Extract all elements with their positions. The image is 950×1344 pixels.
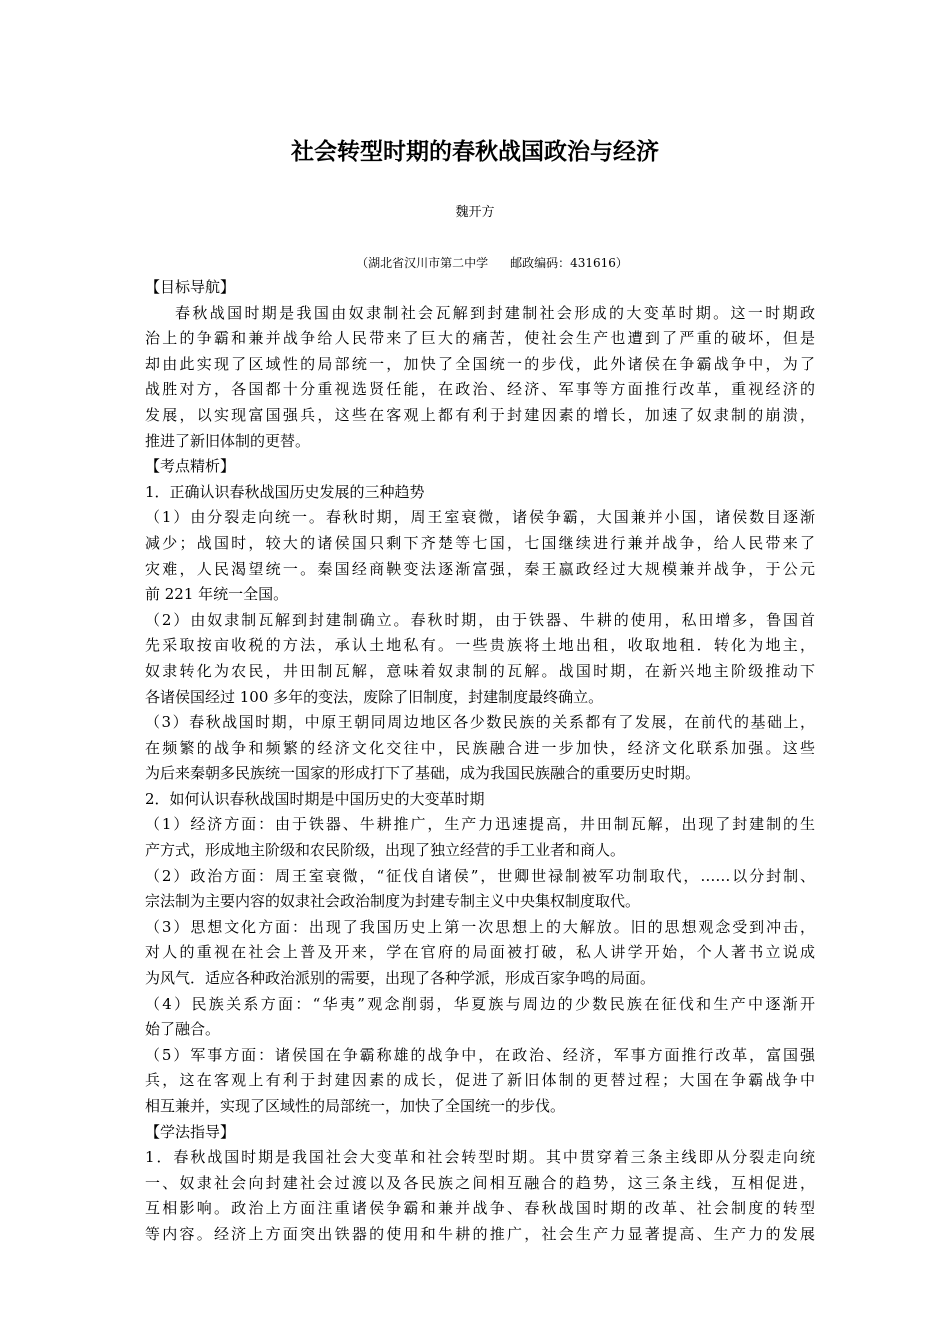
text-line: 产方式，形成地主阶级和农民阶级，出现了独立经营的手工业者和商人。 [145, 841, 626, 860]
text-line: 为后来秦朝多民族统一国家的形成打下了基础，成为我国民族融合的重要历史时期。 [145, 764, 701, 783]
text-line: 治上的争霸和兼并战争给人民带来了巨大的痛苦，使社会生产也遭到了严重的破坏，但是 [145, 329, 815, 348]
text-line: （2）由奴隶制瓦解到封建制确立。春秋时期，由于铁器、牛耕的使用，私田增多，鲁国首 [145, 610, 815, 629]
text-line: 等内容。经济上方面突出铁器的使用和牛耕的推广，社会生产力显著提高、生产力的发展 [145, 1224, 815, 1243]
text-line: 【考点精析】 [145, 457, 236, 476]
author-name: 魏开方 [455, 205, 495, 220]
text-line: 战胜对方，各国都十分重视选贤任能，在政治、经济、军事等方面推行改革，重视经济的 [145, 380, 815, 399]
text-line: 始了融合。 [145, 1020, 221, 1039]
text-line: 【学法指导】 [145, 1122, 236, 1141]
text-line: 【目标导航】 [145, 278, 236, 296]
text-line: 对人的重视在社会上普及开来，学在官府的局面被打破，私人讲学开始，个人著书立说成 [145, 943, 815, 962]
text-line: 兵，这在客观上有利于封建因素的成长，促进了新旧体制的更替过程；大国在争霸战争中 [145, 1071, 815, 1090]
affiliation-postcode: 邮政编码：431616） [510, 256, 628, 270]
author-affiliation [0, 254, 950, 272]
document-body [145, 275, 815, 1248]
document-title: 社会转型时期的春秋战国政治与经济 [291, 139, 659, 165]
text-line: 宗法制为主要内容的奴隶社会政治制度为封建专制主义中央集权制度取代。 [145, 892, 641, 911]
text-line: 春秋战国时期是我国由奴隶制社会瓦解到封建制社会形成的大变革时期。这一时期政 [175, 303, 815, 322]
text-line: 发展，以实现富国强兵，这些在客观上都有利于封建因素的增长，加速了奴隶制的崩溃， [145, 405, 815, 424]
text-line: 推进了新旧体制的更替。 [145, 431, 311, 450]
text-line: 奴隶转化为农民，井田制瓦解，意味着奴隶制的瓦解。战国时期，在新兴地主阶级推动下 [145, 661, 815, 680]
text-line: 为风气．适应各种政治派别的需要，出现了各种学派，形成百家争鸣的局面。 [145, 969, 656, 988]
text-line: 1．正确认识春秋战国历史发展的三种趋势 [145, 482, 425, 501]
text-line: 在频繁的战争和频繁的经济文化交往中，民族融合进一步加快，经济文化联系加强。这些 [145, 738, 815, 757]
text-line: （2）政治方面：周王室衰微，“征伐自诸侯”，世卿世禄制被军功制取代，……以分封制、 [145, 866, 815, 885]
text-line: 却由此实现了区域性的局部统一，加快了全国统一的步伐，此外诸侯在争霸战争中，为了 [145, 354, 815, 373]
text-line: （3）思想文化方面：出现了我国历史上第一次思想上的大解放。旧的思想观念受到冲击， [145, 917, 815, 936]
text-line: 一、奴隶社会向封建社会过渡以及各民族之间相互融合的趋势，这三条主线，互相促进， [145, 1173, 815, 1192]
text-line: （1）经济方面：由于铁器、牛耕推广，生产力迅速提高，井田制瓦解，出现了封建制的生 [145, 815, 815, 834]
text-line: （5）军事方面：诸侯国在争霸称雄的战争中，在政治、经济，军事方面推行改革，富国强 [145, 1045, 815, 1064]
text-line: 2．如何认识春秋战国时期是中国历史的大变革时期 [145, 789, 485, 808]
text-line: 灾难，人民渴望统一。秦国经商鞅变法逐渐富强，秦王嬴政经过大规模兼并战争，于公元 [145, 559, 815, 578]
text-line: （4）民族关系方面：“华夷”观念削弱，华夏族与周边的少数民族在征伐和生产中逐渐开 [145, 994, 815, 1013]
text-line: 相互兼并，实现了区域性的局部统一，加快了全国统一的步伐。 [145, 1097, 566, 1115]
text-line: 各诸侯国经过 100 多年的变法，废除了旧制度，封建制度最终确立。 [145, 687, 604, 706]
affiliation-school: （湖北省汉川市第二中学 [356, 256, 489, 270]
text-line: 互相影响。政治上方面注重诸侯争霸和兼并战争、春秋战国时期的改革、社会制度的转型 [145, 1199, 815, 1218]
text-line: 先采取按亩收税的方法，承认土地私有。一些贵族将土地出租，收取地租．转化为地主， [145, 636, 815, 655]
text-line: 减少；战国时，较大的诸侯国只剩下齐楚等七国，七国继续进行兼并战争，给人民带来了 [145, 533, 815, 552]
text-line: 前 221 年统一全国。 [145, 585, 289, 604]
text-line: （1）由分裂走向统一。春秋时期，周王室衰微，诸侯争霸，大国兼并小国，诸侯数目逐渐 [145, 508, 815, 527]
text-line: 1．春秋战国时期是我国社会大变革和社会转型时期。其中贯穿着三条主线即从分裂走向统 [145, 1148, 815, 1167]
text-line: （3）春秋战国时期，中原王朝同周边地区各少数民族的关系都有了发展，在前代的基础上， [145, 713, 815, 732]
